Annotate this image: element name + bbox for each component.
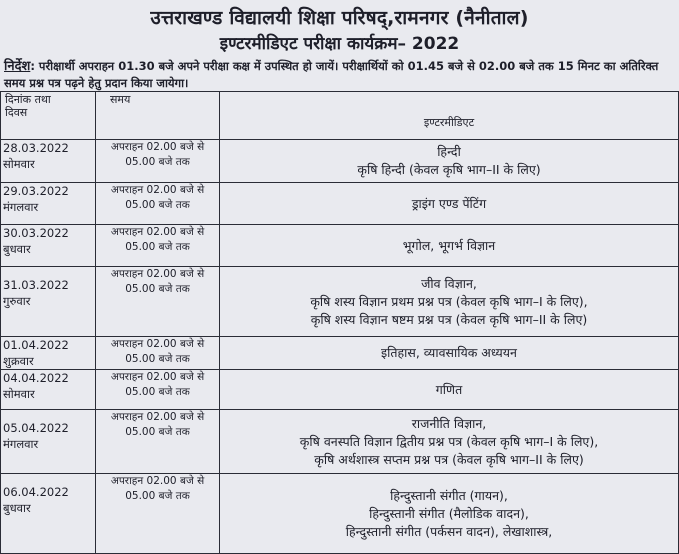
exam-day: शुक्रवार bbox=[3, 354, 34, 368]
subject-line: हिन्दी bbox=[437, 144, 461, 159]
time-column-header: समय bbox=[96, 92, 220, 140]
subject-line: हिन्दुस्तानी संगीत (पर्कसन वादन), लेखाशास्त्र, bbox=[345, 523, 553, 539]
exam-date: 29.03.2022 bbox=[3, 184, 69, 198]
time-cell bbox=[96, 267, 220, 337]
subject-line: हिन्दुस्तानी संगीत (गायन), bbox=[390, 487, 508, 503]
time-cell bbox=[96, 183, 220, 225]
time-cell bbox=[96, 370, 220, 410]
time-start: अपराहन 02.00 बजे से bbox=[110, 226, 205, 238]
date-cell bbox=[1, 410, 96, 474]
exam-day: बुधवार bbox=[3, 242, 31, 256]
board-title: उत्तराखण्ड विद्यालयी शिक्षा परिषद्,रामनगर (नैनीताल) bbox=[150, 7, 529, 29]
time-start: अपराहन 02.00 बजे से bbox=[110, 268, 205, 280]
exam-date: 06.04.2022 bbox=[3, 485, 69, 499]
exam-date: 04.04.2022 bbox=[3, 371, 69, 385]
table-header-row bbox=[1, 92, 679, 140]
table-row bbox=[1, 410, 679, 474]
table-row bbox=[1, 474, 679, 554]
time-start: अपराहन 02.00 बजे से bbox=[110, 371, 205, 383]
subject-line: गणित bbox=[435, 381, 463, 397]
exam-date: 31.03.2022 bbox=[3, 278, 69, 292]
subject-line: जीव विज्ञान, bbox=[421, 275, 477, 291]
date-cell bbox=[1, 267, 96, 337]
exam-date: 28.03.2022 bbox=[3, 141, 69, 155]
date-cell bbox=[1, 183, 96, 225]
time-end: 05.00 बजे तक bbox=[125, 283, 190, 295]
date-cell bbox=[1, 474, 96, 554]
time-start: अपराहन 02.00 बजे से bbox=[110, 338, 205, 350]
exam-day: बुधवार bbox=[3, 501, 31, 515]
time-end: 05.00 बजे तक bbox=[125, 241, 190, 253]
table-row bbox=[1, 370, 679, 410]
subject-line: कृषि शस्य विज्ञान षष्टम प्रश्न पत्र (केवल कृषि भाग–II के लिए) bbox=[310, 311, 588, 327]
exam-day: मंगलवार bbox=[3, 437, 39, 451]
subject-cell bbox=[220, 410, 679, 474]
exam-day: गुरुवार bbox=[3, 294, 31, 308]
subject-cell bbox=[220, 474, 679, 554]
subject-line: कृषि अर्थशास्त्र सप्तम प्रश्न पत्र (केवल कृषि भाग–II के लिए) bbox=[314, 451, 584, 467]
subject-cell bbox=[220, 337, 679, 370]
instruction-note bbox=[4, 58, 676, 91]
subject-line: कृषि वनस्पति विज्ञान द्वितीय प्रश्न पत्र (केवल कृषि भाग–I के लिए), bbox=[299, 433, 599, 449]
exam-date: 05.04.2022 bbox=[3, 421, 69, 435]
date-cell bbox=[1, 140, 96, 183]
time-end: 05.00 बजे तक bbox=[125, 156, 190, 168]
exam-day: सोमवार bbox=[3, 157, 35, 171]
subject-line: इतिहास, व्यावसायिक अध्ययन bbox=[381, 345, 517, 360]
subject-column-header: इण्टरमीडिएट bbox=[220, 92, 679, 140]
table-row bbox=[1, 225, 679, 267]
subject-line: भूगोल, भूगर्भ विज्ञान bbox=[402, 237, 496, 253]
instruction-label: निर्देश bbox=[4, 59, 31, 74]
time-start: अपराहन 02.00 बजे से bbox=[110, 184, 205, 196]
time-cell bbox=[96, 225, 220, 267]
table-row bbox=[1, 183, 679, 225]
time-end: 05.00 बजे तक bbox=[125, 426, 190, 438]
subject-cell bbox=[220, 370, 679, 410]
time-start: अपराहन 02.00 बजे से bbox=[110, 141, 205, 153]
time-end: 05.00 बजे तक bbox=[125, 199, 190, 211]
exam-schedule-title: इण्टरमीडिएट परीक्षा कार्यक्रम– 2022 bbox=[219, 34, 460, 54]
time-cell bbox=[96, 410, 220, 474]
time-cell bbox=[96, 337, 220, 370]
time-cell bbox=[96, 474, 220, 554]
date-cell bbox=[1, 370, 96, 410]
date-column-header: दिनांक तथा दिवस bbox=[1, 92, 96, 140]
table-row bbox=[1, 140, 679, 183]
date-cell bbox=[1, 337, 96, 370]
instruction-text: : परीक्षार्थी अपराहन 01.30 बजे अपने परीक्षा कक्ष में उपस्थित हो जायें। परीक्षार्थियों को 01.45 बजे से 02.00 बजे तक 15 मिनट का अतिरिक्त समय प्रश्न पत्र पढ़ने हेतु प्रदान किया जायेगा। bbox=[4, 59, 659, 90]
date-cell bbox=[1, 225, 96, 267]
subject-line: हिन्दुस्तानी संगीत (मैलोडिक वादन), bbox=[369, 505, 529, 521]
exam-day: मंगलवार bbox=[3, 200, 39, 214]
time-end: 05.00 बजे तक bbox=[125, 490, 190, 502]
subject-line: कृषि शस्य विज्ञान प्रथम प्रश्न पत्र (केवल कृषि भाग–I के लिए), bbox=[310, 293, 588, 309]
subject-cell bbox=[220, 267, 679, 337]
table-row bbox=[1, 337, 679, 370]
table-row bbox=[1, 267, 679, 337]
time-start: अपराहन 02.00 बजे से bbox=[110, 411, 205, 423]
time-start: अपराहन 02.00 बजे से bbox=[110, 475, 205, 487]
exam-schedule-table bbox=[0, 91, 679, 554]
exam-date: 30.03.2022 bbox=[3, 226, 69, 240]
subject-cell bbox=[220, 140, 679, 183]
subject-line: ड्राइंग एण्ड पेंटिंग bbox=[411, 195, 487, 211]
time-end: 05.00 बजे तक bbox=[125, 353, 190, 365]
subject-line: राजनीति विज्ञान, bbox=[411, 415, 487, 431]
subject-cell bbox=[220, 183, 679, 225]
exam-day: सोमवार bbox=[3, 387, 35, 401]
subject-cell bbox=[220, 225, 679, 267]
exam-date: 01.04.2022 bbox=[3, 338, 69, 352]
subject-line: कृषि हिन्दी (केवल कृषि भाग–II के लिए) bbox=[357, 162, 541, 177]
time-end: 05.00 बजे तक bbox=[125, 386, 190, 398]
time-cell bbox=[96, 140, 220, 183]
